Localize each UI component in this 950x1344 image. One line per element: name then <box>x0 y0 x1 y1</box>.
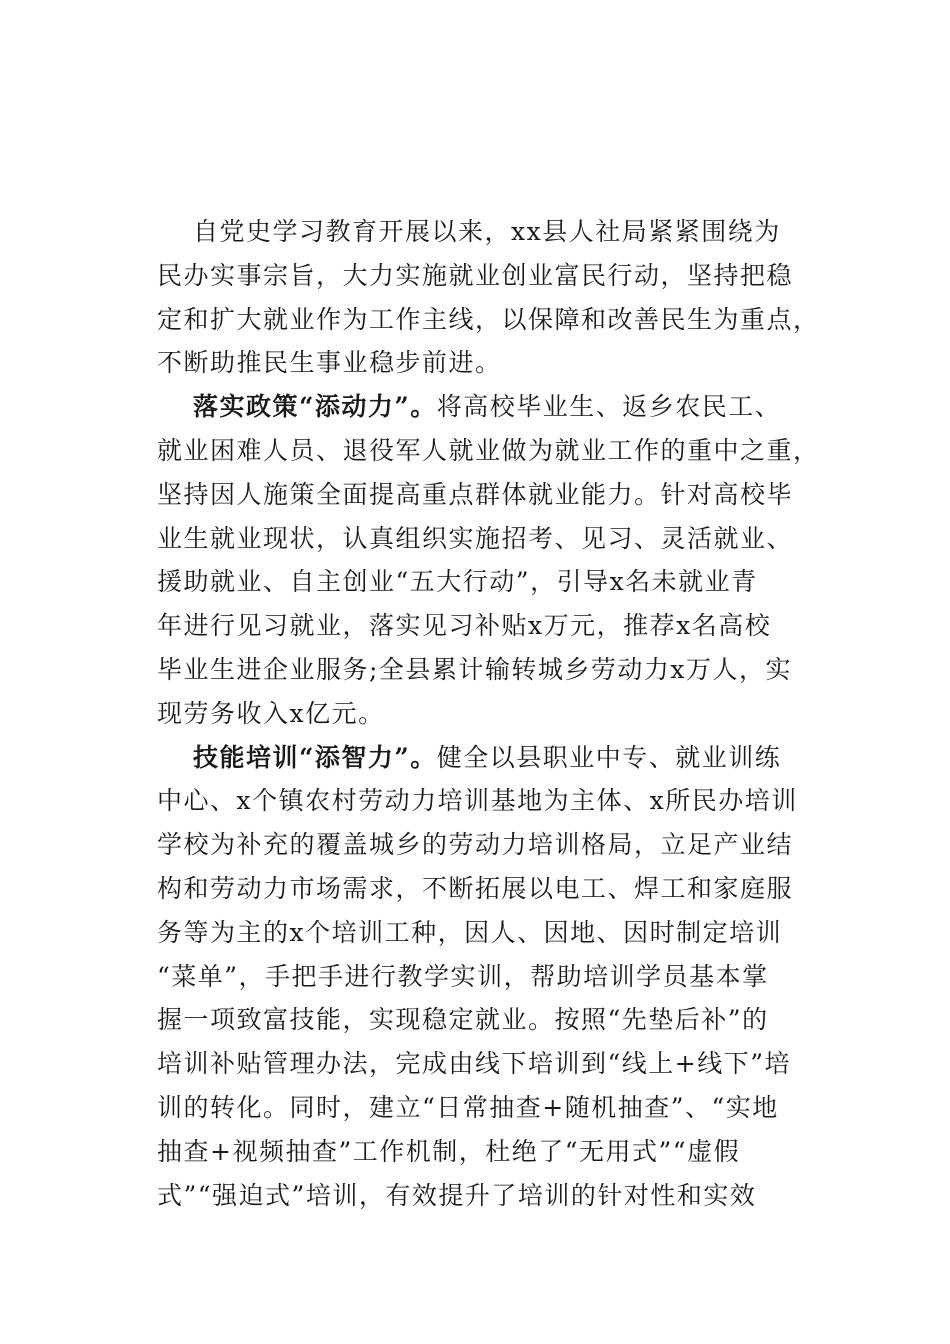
text-line: “菜单”，手把手进行教学实训，帮助培训学员基本掌 <box>157 961 769 991</box>
text-line: 援助就业、自主创业“五大行动”，引导x名未就业青 <box>157 567 758 597</box>
text-line: 坚持因人施策全面提高重点群体就业能力。针对高校毕 <box>157 479 794 509</box>
text-line: 现劳务收入x亿元。 <box>157 698 385 728</box>
text-line: 训的转化。同时，建立“日常抽查+随机抽查”、“实地 <box>157 1092 779 1122</box>
text-line: 中心、x个镇农村劳动力培训基地为主体、x所民办培训 <box>157 786 798 816</box>
text-line: 培训补贴管理办法，完成由线下培训到“线上+线下”培 <box>157 1049 792 1079</box>
section-heading: 落实政策“添动力”。 <box>193 392 437 422</box>
paragraph-policy <box>157 385 820 735</box>
text-line: 构和劳动力市场需求，不断拓展以电工、焊工和家庭服 <box>157 873 794 903</box>
text-line: 业生就业现状，认真组织实施招考、见习、灵活就业、 <box>157 523 794 553</box>
text-line: 不断助推民生事业稳步前进。 <box>157 348 502 378</box>
section-heading: 技能培训“添智力”。 <box>193 742 437 772</box>
text-line: 民办实事宗旨，大力实施就业创业富民行动，坚持把稳 <box>157 260 794 290</box>
text-line <box>157 736 807 780</box>
text-line: 就业困难人员、退役军人就业做为就业工作的重中之重， <box>157 435 820 465</box>
paragraph-training <box>157 736 807 1218</box>
text-line: 学校为补充的覆盖城乡的劳动力培训格局，立足产业结 <box>157 830 794 860</box>
text-line <box>157 385 807 429</box>
document-body <box>157 210 820 1217</box>
paragraph-intro <box>157 210 820 385</box>
text-line: 务等为主的x个培训工种，因人、因地、因时制定培训 <box>157 917 783 947</box>
text-line: 式”“强迫式”培训，有效提升了培训的针对性和实效 <box>157 1180 757 1210</box>
text-line: 握一项致富技能，实现稳定就业。按照“先垫后补”的 <box>157 1005 769 1035</box>
text-run: 将高校毕业生、返乡农民工、 <box>436 392 782 422</box>
text-line: 自党史学习教育开展以来，xx县人社局紧紧围绕为 <box>193 217 781 246</box>
text-line: 抽查+视频抽查”工作机制，杜绝了“无用式”“虚假 <box>157 1136 741 1166</box>
text-line: 毕业生进企业服务;全县累计输转城乡劳动力x万人，实 <box>157 654 793 684</box>
text-run: 健全以县职业中专、就业训练 <box>436 742 782 772</box>
text-line: 年进行见习就业，落实见习补贴x万元，推荐x名高校 <box>157 611 772 641</box>
text-line: 定和扩大就业作为工作主线，以保障和改善民生为重点， <box>157 304 820 334</box>
